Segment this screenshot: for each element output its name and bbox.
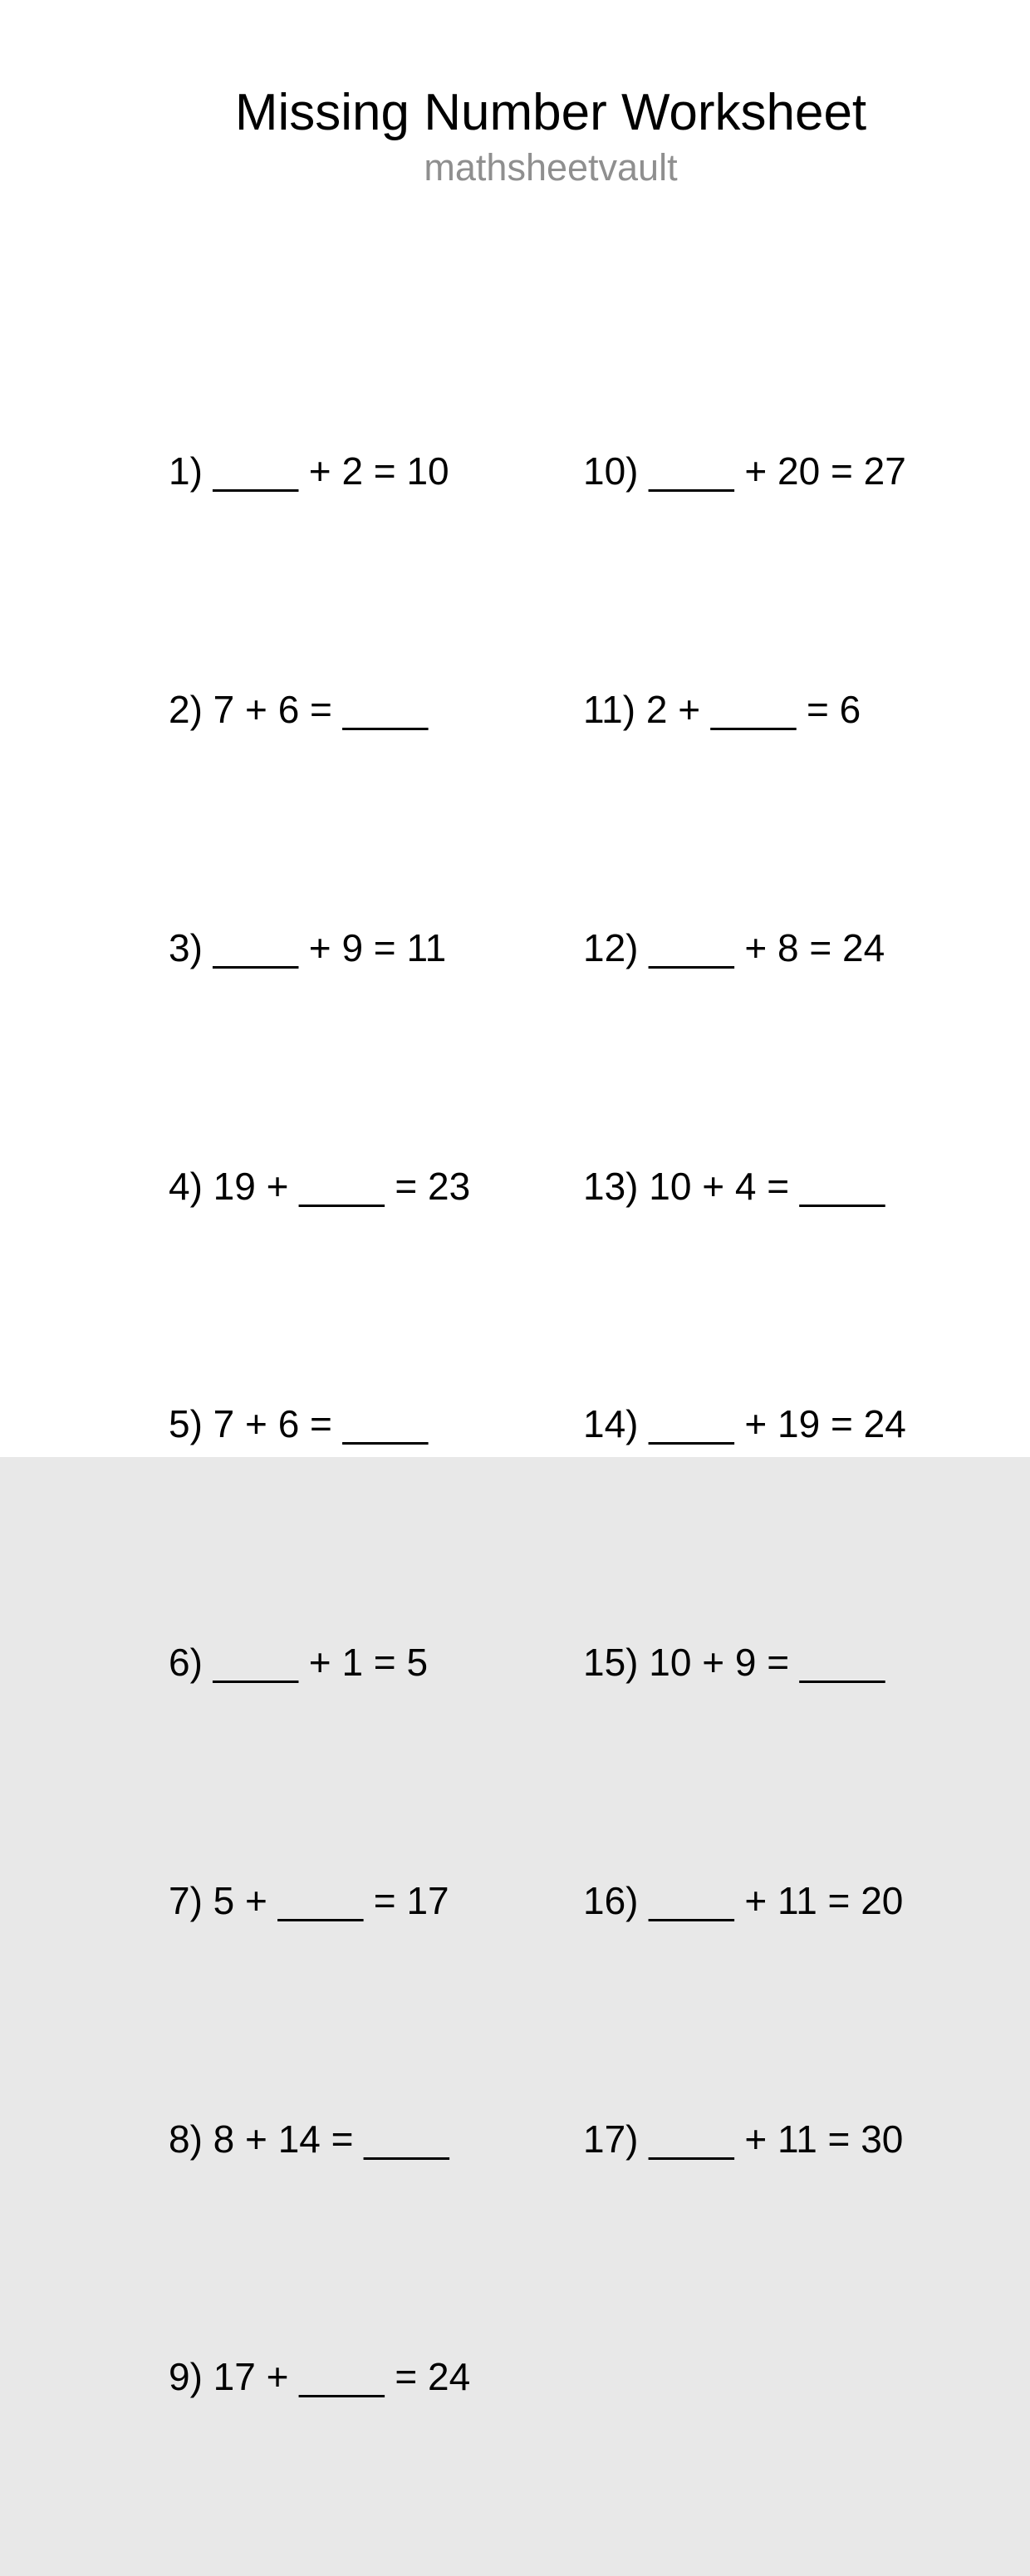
problems-left-column [169,273,470,2576]
problem-16: 16) ____ + 11 = 20 [583,1878,904,1922]
worksheet-title: Missing Number Worksheet [234,84,867,141]
problem-2: 2) 7 + 6 = ____ [169,687,429,731]
problem-9: 9) 17 + ____ = 24 [169,2355,471,2399]
problem-13: 13) 10 + 4 = ____ [583,1164,885,1208]
problem-7: 7) 5 + ____ = 17 [169,1878,449,1922]
worksheet-subtitle: mathsheetvault [424,146,678,189]
problem-10: 10) ____ + 20 = 27 [583,449,906,493]
problem-14: 14) ____ + 19 = 24 [583,1402,906,1446]
problem-15: 15) 10 + 9 = ____ [583,1641,885,1685]
problem-12: 12) ____ + 8 = 24 [583,925,885,969]
problems-right-column [583,273,906,2338]
problem-5: 5) 7 + 6 = ____ [169,1402,429,1446]
problem-6: 6) ____ + 1 = 5 [169,1641,429,1685]
problem-3: 3) ____ + 9 = 11 [169,925,447,969]
problem-11: 11) 2 + ____ = 6 [583,687,861,731]
problem-8: 8) 8 + 14 = ____ [169,2117,449,2161]
problem-17: 17) ____ + 11 = 30 [583,2117,904,2161]
problem-1: 1) ____ + 2 = 10 [169,449,449,493]
problem-4: 4) 19 + ____ = 23 [169,1164,471,1208]
